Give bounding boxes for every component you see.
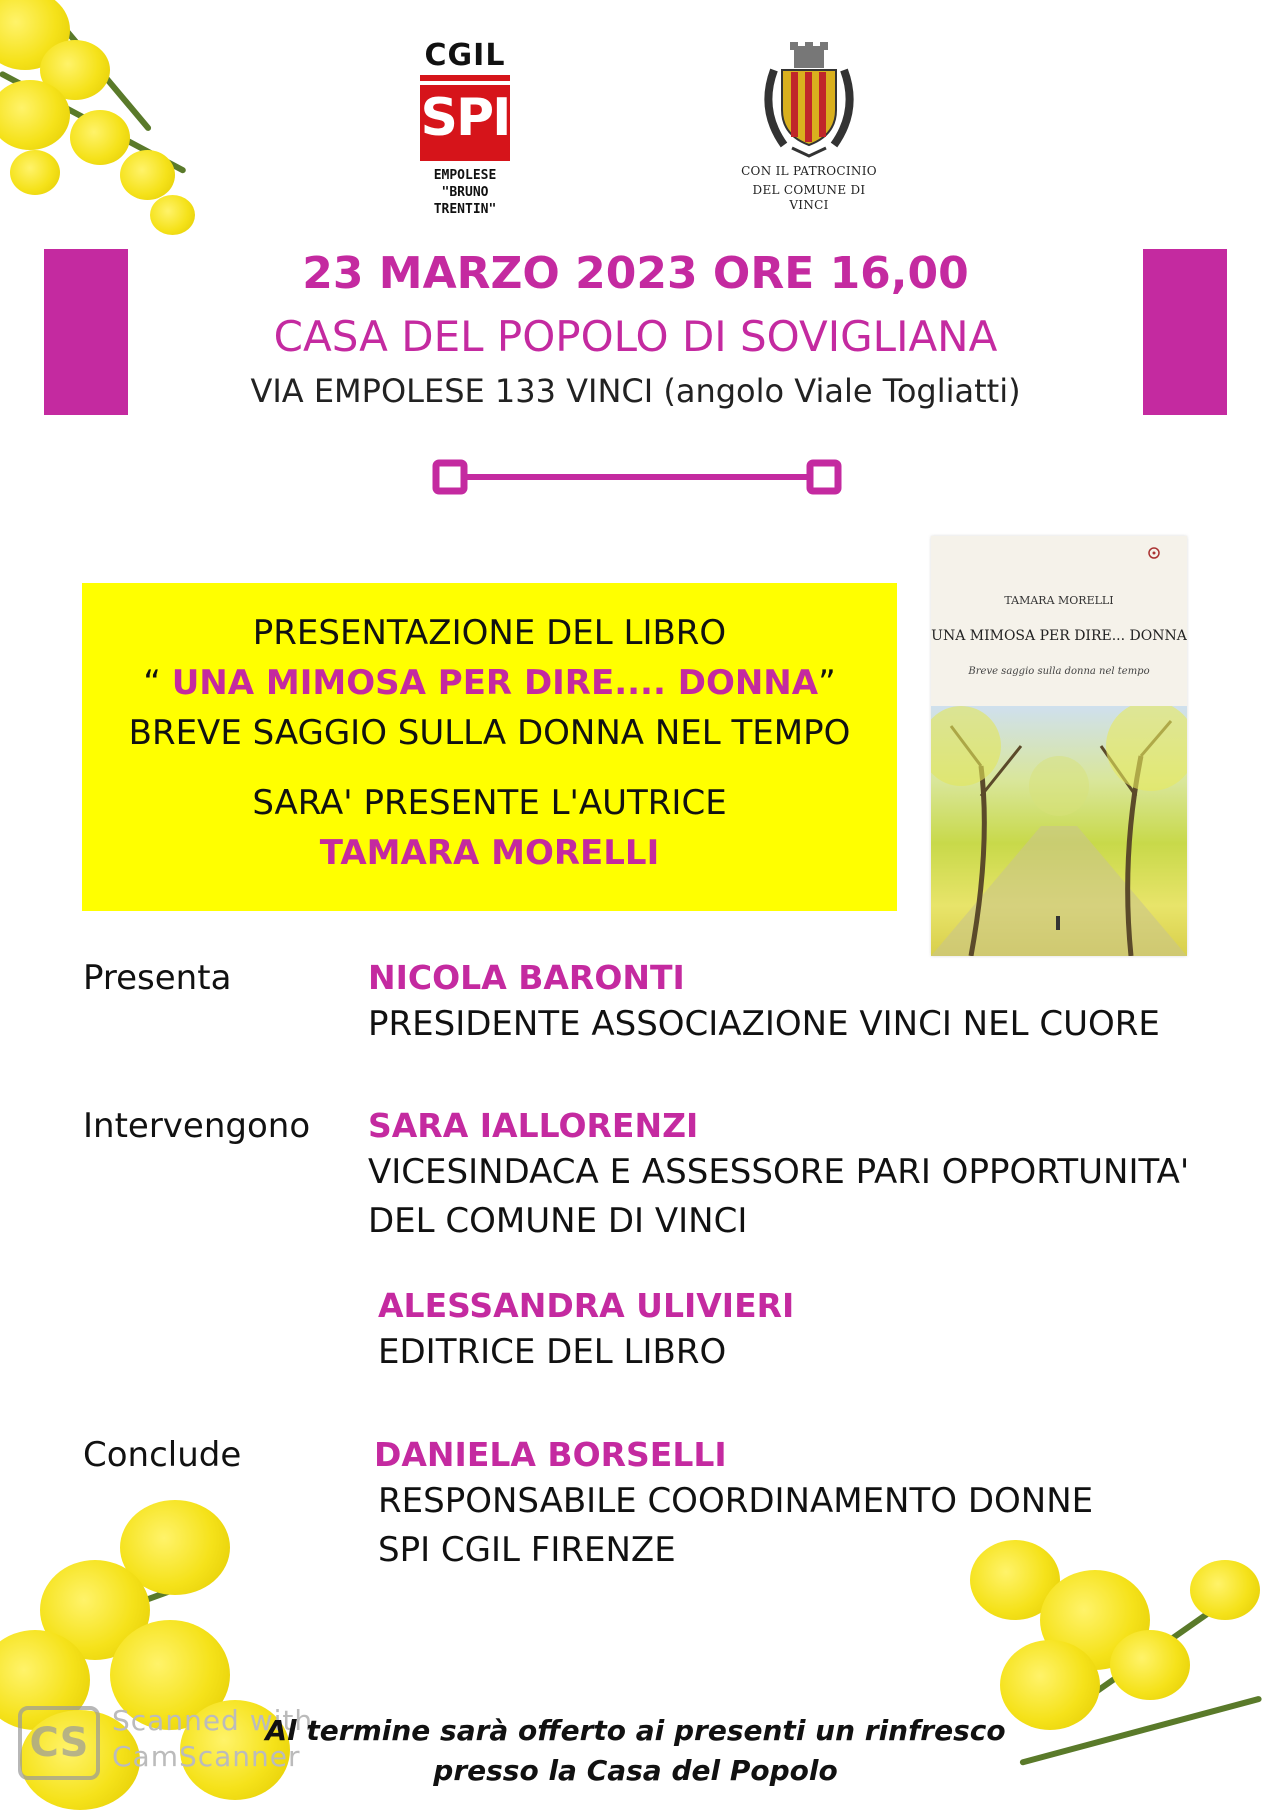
book-cover-image bbox=[931, 536, 1187, 956]
book-cover-subtitle: Breve saggio sulla donna nel tempo bbox=[968, 666, 1150, 677]
concluder-name: DANIELA BORSELLI bbox=[374, 1435, 727, 1474]
speaker-2-name: ALESSANDRA ULIVIERI bbox=[378, 1286, 795, 1325]
role-conclude: Conclude bbox=[83, 1435, 242, 1475]
camscanner-logo: CS bbox=[18, 1706, 100, 1780]
event-address: VIA EMPOLESE 133 VINCI (angolo Viale Togliatti) bbox=[250, 372, 1021, 410]
cgil-spi-logo bbox=[410, 38, 520, 218]
speaker-1-description-line-2: DEL COMUNE DI VINCI bbox=[368, 1201, 748, 1241]
publisher-badge-icon bbox=[1131, 546, 1177, 562]
camscanner-text-line-2: CamScanner bbox=[112, 1740, 301, 1773]
spi-wordmark: SPI bbox=[420, 75, 510, 161]
quote-close: ” bbox=[818, 663, 836, 703]
speaker-1-description-line-1: VICESINDACA E ASSESSORE PARI OPPORTUNITA' bbox=[368, 1152, 1190, 1192]
crest-caption-line-2: DEL COMUNE DI VINCI bbox=[752, 183, 866, 212]
crest-caption-line-1: CON IL PATROCINIO bbox=[741, 164, 877, 178]
concluder-description-line-1: RESPONSABILE COORDINAMENTO DONNE bbox=[378, 1481, 1094, 1521]
speaker-1-name: SARA IALLORENZI bbox=[368, 1106, 699, 1145]
connector-divider bbox=[432, 457, 842, 497]
presenter-name: NICOLA BARONTI bbox=[368, 958, 685, 997]
author-name: TAMARA MORELLI bbox=[319, 833, 660, 873]
book-cover-title: UNA MIMOSA PER DIRE... DONNA bbox=[931, 628, 1187, 644]
author-presence-line: SARA' PRESENTE L'AUTRICE bbox=[252, 783, 727, 823]
book-subtitle: BREVE SAGGIO SULLA DONNA NEL TEMPO bbox=[128, 713, 851, 753]
quote-open: “ bbox=[143, 663, 172, 703]
camscanner-text-line-1: Scanned with bbox=[112, 1704, 314, 1737]
presenter-description: PRESIDENTE ASSOCIAZIONE VINCI NEL CUORE bbox=[368, 1004, 1160, 1044]
cgil-wordmark: CGIL bbox=[424, 38, 506, 73]
event-date: 23 MARZO 2023 ORE 16,00 bbox=[302, 248, 969, 299]
concluder-description-line-2: SPI CGIL FIRENZE bbox=[378, 1530, 676, 1570]
book-title-line bbox=[82, 663, 897, 703]
crest-icon bbox=[754, 40, 864, 160]
mimosa-top-left-decoration bbox=[0, 0, 230, 260]
event-venue: CASA DEL POPOLO DI SOVIGLIANA bbox=[273, 312, 998, 361]
speaker-2-description: EDITRICE DEL LIBRO bbox=[378, 1332, 727, 1372]
presentation-box bbox=[82, 583, 897, 911]
footer-line-1: Al termine sarà offerto ai presenti un rinfresco bbox=[265, 1714, 1006, 1747]
footer-line-2: presso la Casa del Popolo bbox=[433, 1754, 838, 1787]
cgil-sub-line-1: EMPOLESE bbox=[433, 168, 497, 183]
role-presenta: Presenta bbox=[83, 958, 232, 998]
comune-vinci-crest bbox=[734, 40, 884, 213]
book-title: UNA MIMOSA PER DIRE.... DONNA bbox=[171, 663, 819, 703]
book-cover-author: TAMARA MORELLI bbox=[1004, 594, 1114, 607]
book-cover-photo bbox=[931, 706, 1187, 956]
presentation-heading: PRESENTAZIONE DEL LIBRO bbox=[252, 613, 727, 653]
cgil-sub-line-2: "BRUNO TRENTIN" bbox=[433, 185, 497, 217]
role-intervengono: Intervengono bbox=[83, 1106, 311, 1146]
